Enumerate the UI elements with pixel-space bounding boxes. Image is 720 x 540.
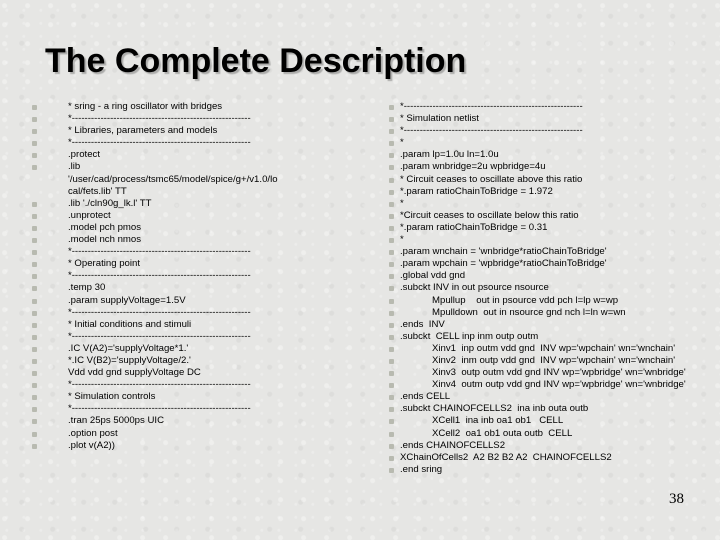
code-line bbox=[389, 186, 707, 198]
bullet-icon bbox=[32, 129, 37, 134]
code-line bbox=[389, 367, 707, 379]
bullet-icon bbox=[389, 456, 394, 461]
bullet-icon bbox=[389, 299, 394, 304]
code-line bbox=[389, 331, 707, 343]
code-line-text: .option post bbox=[68, 427, 118, 439]
bullet-icon bbox=[389, 286, 394, 291]
bullet-icon bbox=[32, 165, 37, 170]
code-line-text: *-------------------------------------------------------- bbox=[400, 125, 583, 137]
code-line-text: .ends CHAINOFCELLS2 bbox=[400, 439, 506, 451]
bullet-icon bbox=[32, 395, 37, 400]
code-line bbox=[389, 355, 707, 367]
bullet-icon bbox=[32, 226, 37, 231]
bullet-icon bbox=[32, 274, 37, 279]
code-line-text: * bbox=[400, 197, 404, 209]
code-line-text: * Initial conditions and stimuli bbox=[68, 318, 192, 330]
code-line-text: .ends CELL bbox=[400, 391, 451, 403]
code-line bbox=[32, 161, 278, 197]
code-line bbox=[32, 379, 278, 391]
code-line bbox=[32, 403, 278, 415]
code-line-text: Xinv1 inp outm vdd gnd INV wp='wpchain' wn='wnchain' bbox=[400, 342, 676, 354]
code-line-text: .temp 30 bbox=[68, 282, 106, 294]
bullet-icon bbox=[389, 323, 394, 328]
code-line-text: .protect bbox=[68, 149, 100, 161]
code-line bbox=[389, 270, 707, 282]
code-line-text: * Libraries, parameters and models bbox=[68, 125, 218, 137]
code-line bbox=[32, 282, 278, 294]
bullet-icon bbox=[32, 105, 37, 110]
code-line-text: .tran 25ps 5000ps UIC bbox=[68, 415, 164, 427]
bullet-icon bbox=[32, 359, 37, 364]
code-line bbox=[32, 307, 278, 319]
code-line-text: Mpullup out in psource vdd pch l=lp w=wp bbox=[400, 294, 619, 306]
bullet-icon bbox=[389, 202, 394, 207]
code-line bbox=[389, 440, 707, 452]
code-line bbox=[389, 222, 707, 234]
bullet-icon bbox=[32, 117, 37, 122]
code-line-text: XCell1 ina inb oa1 ob1 CELL bbox=[400, 415, 564, 427]
code-line-text: Vdd vdd gnd supplyVoltage DC bbox=[68, 367, 201, 379]
code-line bbox=[32, 101, 278, 113]
code-line-text: Mpulldown out in nsource gnd nch l=ln w=wn bbox=[400, 306, 626, 318]
bullet-icon bbox=[389, 335, 394, 340]
code-line bbox=[389, 464, 707, 476]
bullet-icon bbox=[389, 407, 394, 412]
code-line bbox=[32, 125, 278, 137]
code-line-text: .model nch nmos bbox=[68, 234, 142, 246]
code-line bbox=[32, 246, 278, 258]
code-line bbox=[32, 331, 278, 343]
code-line bbox=[389, 428, 707, 440]
code-line bbox=[32, 415, 278, 427]
bullet-icon bbox=[389, 419, 394, 424]
code-line bbox=[389, 246, 707, 258]
bullet-icon bbox=[32, 250, 37, 255]
code-line-text: .param wnbridge=2u wpbridge=4u bbox=[400, 161, 546, 173]
code-line bbox=[32, 149, 278, 161]
code-line bbox=[32, 319, 278, 331]
bullet-icon bbox=[389, 165, 394, 170]
bullet-icon bbox=[389, 311, 394, 316]
bullet-icon bbox=[389, 274, 394, 279]
code-line bbox=[32, 270, 278, 282]
code-line-text: Xinv2 inm outp vdd gnd INV wp='wpchain' wn='wnchain' bbox=[400, 354, 676, 366]
code-line-text: *-------------------------------------------------------- bbox=[68, 246, 251, 258]
bullet-icon bbox=[32, 238, 37, 243]
code-line-text: .end sring bbox=[400, 463, 443, 475]
bullet-icon bbox=[32, 214, 37, 219]
code-line bbox=[389, 210, 707, 222]
code-line-text: .ends INV bbox=[400, 318, 445, 330]
code-line-text: *-------------------------------------------------------- bbox=[68, 270, 251, 282]
code-line-text: *-------------------------------------------------------- bbox=[400, 101, 583, 112]
code-line-text: .lib '/user/cad/process/tsmc65/model/spice/g+/v1.0/local/fets.lib' TT bbox=[68, 161, 278, 197]
code-line bbox=[389, 161, 707, 173]
bullet-icon bbox=[32, 262, 37, 267]
bullet-icon bbox=[389, 117, 394, 122]
code-line-text: * bbox=[400, 234, 404, 246]
code-line bbox=[389, 137, 707, 149]
code-line bbox=[32, 113, 278, 125]
bullet-icon bbox=[389, 432, 394, 437]
bullet-icon bbox=[389, 190, 394, 195]
netlist-left-column bbox=[32, 101, 278, 452]
code-line bbox=[389, 198, 707, 210]
code-line-text: Xinv3 outp outm vdd gnd INV wp='wpbridge' wn='wnbridge' bbox=[400, 367, 686, 379]
code-line-text: *-------------------------------------------------------- bbox=[68, 330, 251, 342]
bullet-icon bbox=[32, 347, 37, 352]
code-line bbox=[389, 113, 707, 125]
code-line bbox=[32, 222, 278, 234]
code-line bbox=[389, 282, 707, 294]
code-line-text: .param wnchain = 'wnbridge*ratioChainToBridge' bbox=[400, 246, 607, 258]
bullet-icon bbox=[389, 262, 394, 267]
bullet-icon bbox=[389, 129, 394, 134]
bullet-icon bbox=[32, 432, 37, 437]
code-line-text: *-------------------------------------------------------- bbox=[68, 306, 251, 318]
bullet-icon bbox=[389, 371, 394, 376]
code-line-text: *-------------------------------------------------------- bbox=[68, 403, 251, 415]
bullet-icon bbox=[389, 395, 394, 400]
code-line-text: XChainOfCells2 A2 B2 B2 A2 CHAINOFCELLS2 bbox=[400, 451, 612, 463]
code-line-text: *.param ratioChainToBridge = 1.972 bbox=[400, 185, 553, 197]
bullet-icon bbox=[389, 226, 394, 231]
netlist-right-column bbox=[389, 101, 707, 476]
code-line-text: * Simulation controls bbox=[68, 391, 156, 403]
code-line-text: *-------------------------------------------------------- bbox=[68, 137, 251, 149]
code-line bbox=[389, 125, 707, 137]
code-line bbox=[32, 258, 278, 270]
code-line bbox=[32, 355, 278, 367]
code-line-text: * bbox=[400, 137, 404, 149]
page-number: 38 bbox=[669, 491, 684, 507]
code-line-text: *-------------------------------------------------------- bbox=[68, 379, 251, 391]
bullet-icon bbox=[32, 311, 37, 316]
code-line-text: .lib './cln90g_lk.l' TT bbox=[68, 197, 152, 209]
bullet-icon bbox=[32, 383, 37, 388]
code-line-text: .subckt CELL inp inm outp outm bbox=[400, 330, 539, 342]
bullet-icon bbox=[32, 419, 37, 424]
code-line-text: * Operating point bbox=[68, 258, 140, 270]
code-line bbox=[32, 295, 278, 307]
code-line bbox=[389, 295, 707, 307]
bullet-icon bbox=[32, 335, 37, 340]
bullet-icon bbox=[389, 105, 394, 110]
code-line bbox=[389, 391, 707, 403]
code-line bbox=[389, 307, 707, 319]
bullet-icon bbox=[389, 250, 394, 255]
bullet-icon bbox=[389, 383, 394, 388]
bullet-icon bbox=[389, 238, 394, 243]
code-line-text: .unprotect bbox=[68, 209, 111, 221]
bullet-icon bbox=[389, 178, 394, 183]
code-line-text: .param wpchain = 'wpbridge*ratioChainToBridge' bbox=[400, 258, 607, 270]
bullet-icon bbox=[32, 444, 37, 449]
bullet-icon bbox=[32, 407, 37, 412]
code-line bbox=[389, 234, 707, 246]
code-line bbox=[32, 440, 278, 452]
code-line-text: *.IC V(B2)='supplyVoltage/2.' bbox=[68, 354, 191, 366]
bullet-icon bbox=[32, 153, 37, 158]
code-line bbox=[389, 174, 707, 186]
bullet-icon bbox=[389, 347, 394, 352]
code-line-text: .param supplyVoltage=1.5V bbox=[68, 294, 186, 306]
code-line-text: *Circuit ceases to oscillate below this ratio bbox=[400, 209, 579, 221]
code-line bbox=[32, 391, 278, 403]
bullet-icon bbox=[389, 444, 394, 449]
code-line bbox=[389, 319, 707, 331]
code-line-text: *-------------------------------------------------------- bbox=[68, 113, 251, 125]
code-line-text: Xinv4 outm outp vdd gnd INV wp='wpbridge' wn='wnbridge' bbox=[400, 379, 686, 391]
bullet-icon bbox=[389, 359, 394, 364]
bullet-icon bbox=[32, 202, 37, 207]
code-line-text: .subckt CHAINOFCELLS2 ina inb outa outb bbox=[400, 403, 589, 415]
code-line-text: .model pch pmos bbox=[68, 221, 142, 233]
bullet-icon bbox=[32, 371, 37, 376]
code-line bbox=[389, 343, 707, 355]
code-line-text: * Circuit ceases to oscillate above this ratio bbox=[400, 173, 583, 185]
bullet-icon bbox=[389, 214, 394, 219]
code-line bbox=[32, 137, 278, 149]
code-line bbox=[389, 403, 707, 415]
bullet-icon bbox=[32, 323, 37, 328]
code-line bbox=[32, 198, 278, 210]
code-line-text: .global vdd gnd bbox=[400, 270, 466, 282]
code-line bbox=[389, 258, 707, 270]
code-line bbox=[32, 343, 278, 355]
code-line-text: .plot v(A2)) bbox=[68, 439, 115, 451]
bullet-icon bbox=[32, 141, 37, 146]
code-line bbox=[389, 149, 707, 161]
code-line bbox=[389, 379, 707, 391]
code-line-text: * Simulation netlist bbox=[400, 113, 479, 125]
code-line-text: .IC V(A2)='supplyVoltage*1.' bbox=[68, 342, 189, 354]
code-line bbox=[32, 367, 278, 379]
code-line bbox=[389, 452, 707, 464]
bullet-icon bbox=[32, 286, 37, 291]
code-line-text: *.param ratioChainToBridge = 0.31 bbox=[400, 221, 548, 233]
code-line bbox=[32, 210, 278, 222]
code-line bbox=[32, 234, 278, 246]
slide-title: The Complete Description bbox=[45, 42, 467, 80]
bullet-icon bbox=[32, 299, 37, 304]
code-line bbox=[389, 415, 707, 427]
code-line bbox=[32, 428, 278, 440]
bullet-icon bbox=[389, 468, 394, 473]
bullet-icon bbox=[389, 153, 394, 158]
code-line bbox=[389, 101, 707, 113]
code-line-text: .subckt INV in out psource nsource bbox=[400, 282, 549, 294]
code-line-text: XCell2 oa1 ob1 outa outb CELL bbox=[400, 427, 573, 439]
bullet-icon bbox=[389, 141, 394, 146]
code-line-text: * sring - a ring oscillator with bridges bbox=[68, 101, 223, 112]
code-line-text: .param lp=1.0u ln=1.0u bbox=[400, 149, 499, 161]
